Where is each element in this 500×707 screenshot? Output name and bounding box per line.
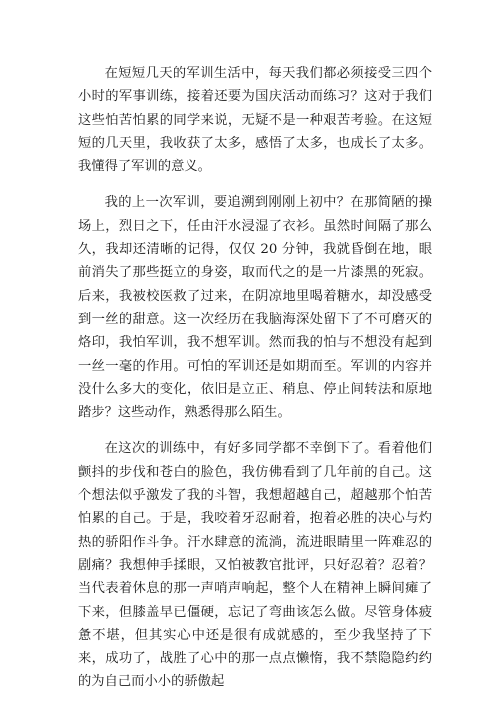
paragraph-3: 在这次的训练中，有好多同学都不幸倒下了。看着他们颤抖的步伐和苍白的脸色，我仿佛看到了几年前的自己。这个想法似乎激发了我的斗智，我想超越自己，超越那个怕苦怕累的自己。于是，我咬着牙忍耐着，抱着必胜的决心与灼热的骄阳作斗争。汗水肆意的流淌，流进眼睛里一阵难忍的剧痛？我想伸手揉眼，又怕被教官批评，只好忍着？忍着？当代表着休息的那一声哨声响起，整个人在精神上瞬间瘫了下来，但膝盖早已僵硬，忘记了弯曲该怎么做。尽管身体疲惫不堪，但其实心中还是很有成就感的，至少我坚持了下来，成功了，战胜了心中的那一点点懒惰，我不禁隐隐约约的为自己而小小的骄傲起 (78, 441, 432, 690)
paragraph-1: 在短短几天的军训生活中，每天我们都必须接受三四个小时的军事训练，接着还要为国庆活动而练习？这对于我们这些怕苦怕累的同学来说，无疑不是一种艰苦考验。在这短短的几天里，我收获了太多，感悟了太多，也成长了太多。我懂得了军训的意义。 (78, 66, 432, 175)
document-body (78, 62, 432, 707)
paragraph-2: 我的上一次军训，要追溯到刚刚上初中？在那简陋的操场上，烈日之下，任由汗水浸湿了衣衫。虽然时间隔了那么久，我却还清晰的记得，仅仅 20 分钟，我就昏倒在地，眼前消失了那些挺立的身姿，取而代之的是一片漆黑的死寂。后来，我被校医救了过来，在阴凉地里喝着糖水，却没感受到一丝的甜意。这一次经历在我脑海深处留下了不可磨灭的烙印，我怕军训，我不想军训。然而我的怕与不想没有起到一丝一毫的作用。可怕的军训还是如期而至。军训的内容并没什么多大的变化，依旧是立正、稍息、停止间转法和原地踏步？这些动作，熟悉得那么陌生。 (78, 195, 432, 421)
